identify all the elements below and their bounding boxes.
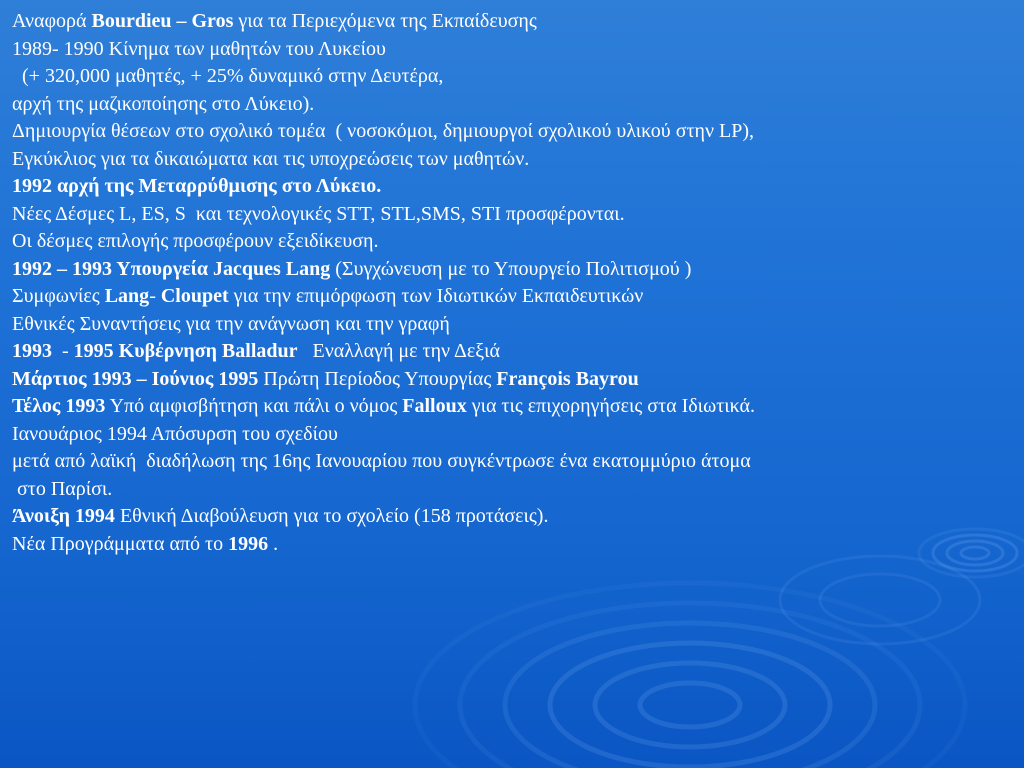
text-segment: Εγκύκλιος για τα δικαιώματα και τις υποχρεώσεις των μαθητών. xyxy=(12,147,530,170)
text-line xyxy=(12,173,1012,201)
text-line xyxy=(12,338,1012,366)
slide-text-body xyxy=(12,8,1012,558)
text-segment: Δημιουργία θέσεων στο σχολικό τομέα ( νοσοκόμοι, δημιουργοί σχολικού υλικού στην LP), xyxy=(12,120,755,142)
bold-text-segment: Falloux xyxy=(402,395,467,417)
bold-text-segment: Τέλος 1993 xyxy=(12,395,106,417)
text-segment: αρχή της μαζικοποίησης στο Λύκειο). xyxy=(12,92,315,115)
text-segment: μετά από λαϊκή διαδήλωση της 16ης Ιανουαρίου που συγκέντρωσε ένα εκατομμύριο άτομα xyxy=(12,450,751,472)
bold-text-segment: Bourdieu – Gros xyxy=(91,10,234,32)
bold-text-segment: 1995 Κυβέρνηση Balladur xyxy=(73,340,298,362)
bold-text-segment: François Bayrou xyxy=(496,367,639,390)
text-segment: - xyxy=(149,285,161,307)
bold-text-segment: 1996 xyxy=(228,532,269,555)
text-segment: . xyxy=(268,532,279,555)
text-line xyxy=(12,366,1012,394)
text-line xyxy=(12,448,1012,476)
text-line xyxy=(12,476,1012,504)
bold-text-segment: Cloupet xyxy=(160,285,229,307)
text-segment: Νέες Δέσμες L, ES, S και τεχνολογικές STT, STL,SMS, STI προσφέρονται. xyxy=(12,202,625,225)
text-segment: Ιανουάριος 1994 Απόσυρση του σχεδίου xyxy=(12,422,338,445)
text-line xyxy=(12,118,1012,146)
text-line xyxy=(12,256,1012,284)
text-line xyxy=(12,8,1012,36)
text-segment: 1989- 1990 Κίνημα των μαθητών του Λυκείου xyxy=(12,37,386,60)
text-segment: Συμφωνίες xyxy=(12,285,105,307)
text-line xyxy=(12,146,1012,174)
bold-text-segment: Μάρτιος 1993 – Ιούνιος 1995 xyxy=(12,367,259,390)
bold-text-segment: 1992 – 1993 Υπουργεία Jacques Lang xyxy=(12,257,331,280)
text-segment: για τα Περιεχόμενα της Εκπαίδευσης xyxy=(233,10,537,32)
text-line xyxy=(12,531,1012,559)
text-segment: Εθνική Διαβούλευση για το σχολείο (158 προτάσεις). xyxy=(114,505,549,527)
text-segment: - xyxy=(52,340,74,362)
bold-text-segment: 1993 xyxy=(12,340,52,362)
text-segment: στο Παρίσι. xyxy=(12,477,113,500)
text-line xyxy=(12,283,1012,311)
text-line xyxy=(12,421,1012,449)
text-segment: για τις επιχορηγήσεις στα Ιδιωτικά. xyxy=(466,395,756,417)
text-segment: Εναλλαγή με την Δεξιά xyxy=(297,340,500,362)
text-segment: (Συγχώνευση με το Υπουργείο Πολιτισμού ) xyxy=(330,257,692,280)
bold-text-segment: 1992 αρχή της Μεταρρύθμισης στο Λύκειο. xyxy=(12,175,382,197)
text-line xyxy=(12,311,1012,339)
text-segment: Νέα Προγράμματα από το xyxy=(12,532,229,555)
bold-text-segment: Lang xyxy=(104,285,150,307)
text-line xyxy=(12,36,1012,64)
text-segment: (+ 320,000 μαθητές, + 25% δυναμικό στην Δευτέρα, xyxy=(12,65,444,87)
text-segment: Οι δέσμες επιλογής προσφέρουν εξειδίκευση. xyxy=(12,230,379,252)
text-segment: Εθνικές Συναντήσεις για την ανάγνωση και την γραφή xyxy=(12,312,450,335)
text-segment: Αναφορά xyxy=(12,10,92,32)
text-line xyxy=(12,63,1012,91)
text-segment: για την επιμόρφωση των Ιδιωτικών Εκπαιδευτικών xyxy=(228,285,644,307)
text-line xyxy=(12,91,1012,119)
bold-text-segment: Άνοιξη 1994 xyxy=(12,505,115,527)
text-line xyxy=(12,201,1012,229)
text-line xyxy=(12,503,1012,531)
text-segment: Πρώτη Περίοδος Υπουργίας xyxy=(258,367,497,390)
text-line xyxy=(12,393,1012,421)
text-segment: Υπό αμφισβήτηση και πάλι ο νόμος xyxy=(105,395,403,417)
text-line xyxy=(12,228,1012,256)
